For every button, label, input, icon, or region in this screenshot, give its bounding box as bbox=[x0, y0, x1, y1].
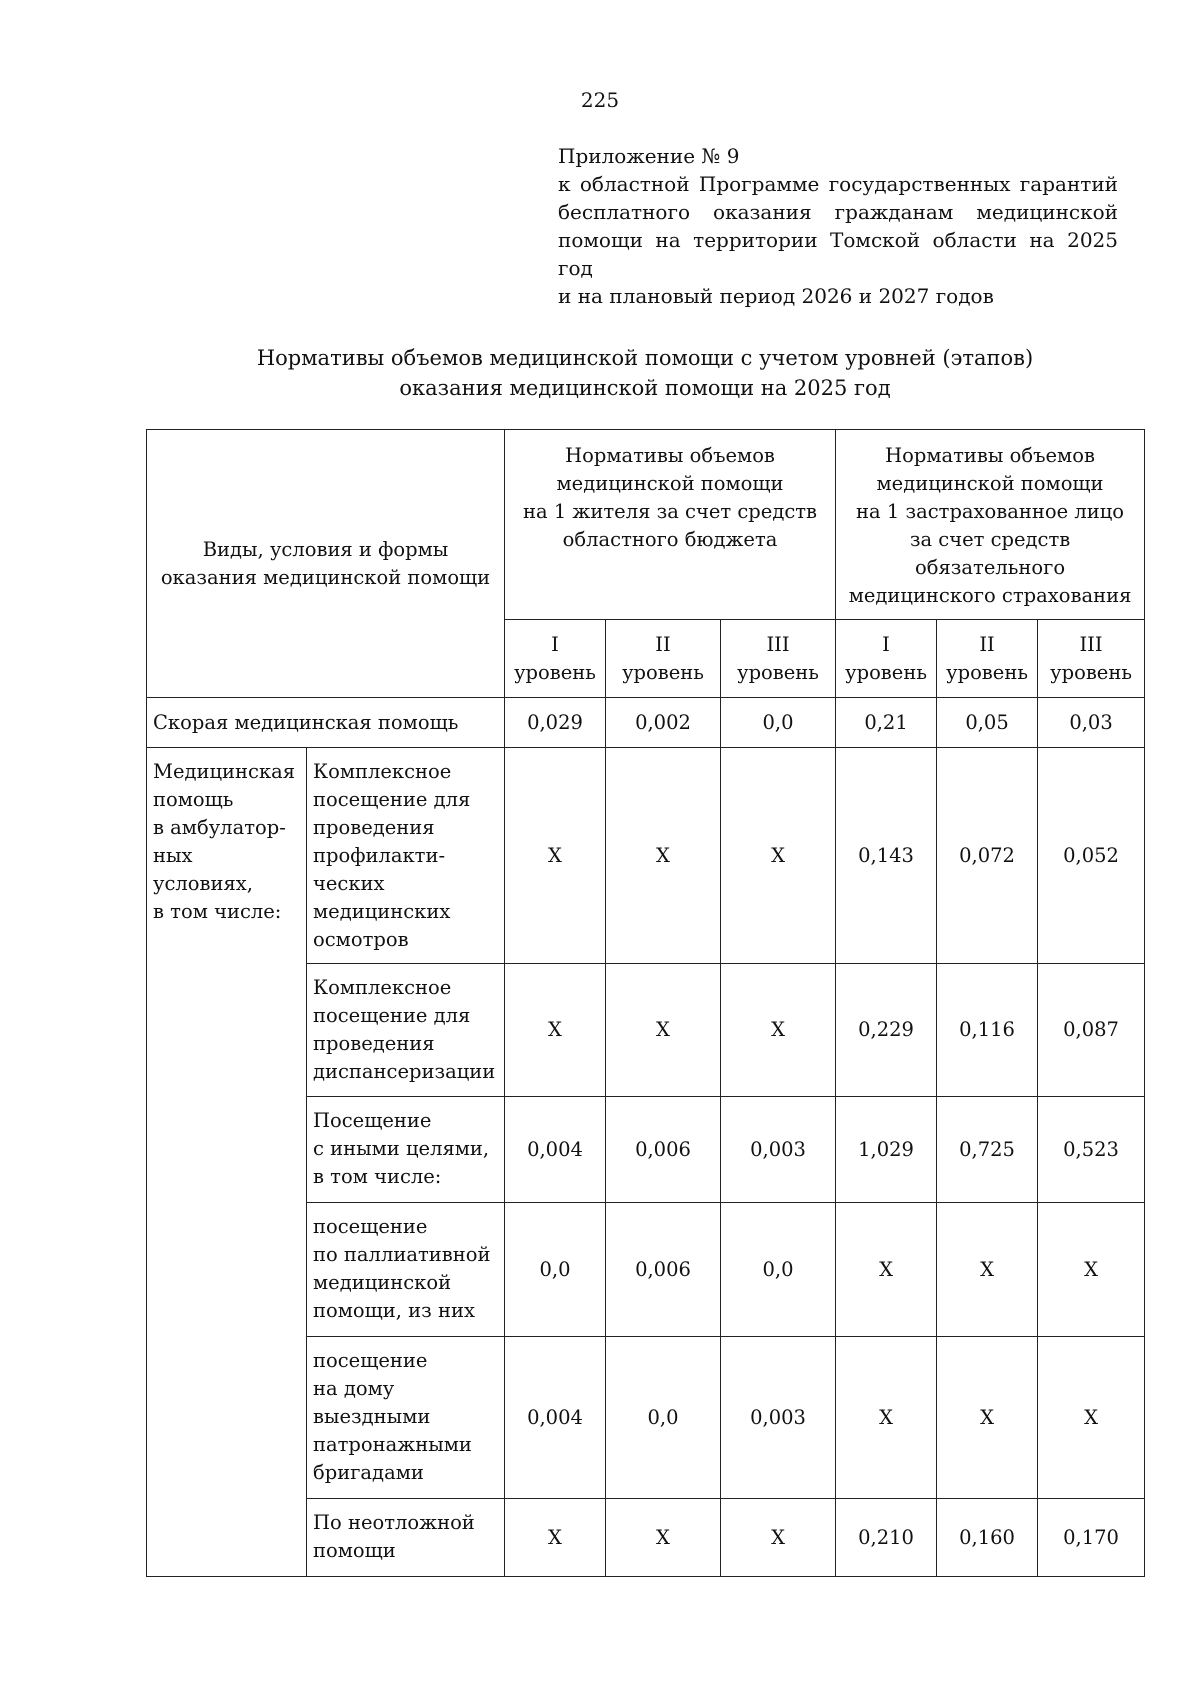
value-cell: 0,210 bbox=[836, 1499, 937, 1577]
label-text: медицинских bbox=[313, 900, 451, 923]
appendix-line: и на плановый период 2026 и 2027 годов bbox=[558, 284, 994, 308]
value-cell: X bbox=[836, 1337, 937, 1499]
label-text: посещение для bbox=[313, 1004, 471, 1027]
label-text: профилакти- bbox=[313, 844, 446, 867]
value-cell: 0,229 bbox=[836, 964, 937, 1097]
value-cell: 0,087 bbox=[1038, 964, 1145, 1097]
label-text: бригадами bbox=[313, 1461, 424, 1484]
row-label bbox=[307, 1203, 505, 1337]
label-text: Комплексное bbox=[313, 760, 452, 783]
level-header bbox=[505, 620, 606, 698]
value-cell: 0,0 bbox=[606, 1337, 721, 1499]
value-cell: 0,003 bbox=[721, 1097, 836, 1203]
level-header bbox=[606, 620, 721, 698]
value-cell: X bbox=[505, 748, 606, 964]
group-text: условиях, bbox=[153, 872, 253, 895]
value-cell: 0,05 bbox=[937, 698, 1038, 748]
header-text: медицинской помощи bbox=[876, 472, 1104, 495]
level-numeral: I bbox=[551, 632, 559, 656]
group-text: помощь bbox=[153, 788, 234, 811]
level-header bbox=[836, 620, 937, 698]
label-text: диспансеризации bbox=[313, 1060, 496, 1083]
label-text: на дому bbox=[313, 1377, 395, 1400]
value-cell: 0,006 bbox=[606, 1097, 721, 1203]
value-cell: X bbox=[721, 1499, 836, 1577]
level-word: уровень bbox=[622, 660, 704, 684]
table-row bbox=[147, 698, 1145, 748]
level-numeral: III bbox=[766, 632, 790, 656]
label-text: по паллиативной bbox=[313, 1243, 491, 1266]
title-line: оказания медицинской помощи на 2025 год bbox=[399, 376, 891, 400]
value-cell: 0,006 bbox=[606, 1203, 721, 1337]
header-row bbox=[147, 430, 1145, 620]
header-text: областного бюджета bbox=[562, 528, 778, 551]
header-text: Нормативы объемов bbox=[565, 444, 775, 467]
value-cell: 0,116 bbox=[937, 964, 1038, 1097]
value-cell: 0,004 bbox=[505, 1097, 606, 1203]
header-kinds-cell bbox=[147, 430, 505, 698]
group-text: Медицинская bbox=[153, 760, 296, 783]
value-cell: 0,143 bbox=[836, 748, 937, 964]
ambulatory-group-label bbox=[147, 748, 307, 1577]
value-cell: 1,029 bbox=[836, 1097, 937, 1203]
document-title bbox=[0, 343, 1200, 403]
row-label bbox=[307, 964, 505, 1097]
value-cell: X bbox=[721, 964, 836, 1097]
header-text: на 1 жителя за счет средств bbox=[523, 500, 818, 523]
value-cell: 0,052 bbox=[1038, 748, 1145, 964]
value-cell: 0,0 bbox=[505, 1203, 606, 1337]
label-text: Посещение bbox=[313, 1109, 432, 1132]
value-cell: X bbox=[606, 1499, 721, 1577]
appendix-line: бесплатного оказания гражданам медицинской bbox=[558, 200, 1118, 224]
value-cell: 0,170 bbox=[1038, 1499, 1145, 1577]
value-cell: 0,0 bbox=[721, 698, 836, 748]
header-text: на 1 застрахованное лицо bbox=[856, 500, 1125, 523]
header-text: Нормативы объемов bbox=[885, 444, 1095, 467]
label-text: медицинской bbox=[313, 1271, 452, 1294]
group-text: ных bbox=[153, 844, 193, 867]
value-cell: 0,0 bbox=[721, 1203, 836, 1337]
value-cell: X bbox=[1038, 1337, 1145, 1499]
value-cell: X bbox=[606, 748, 721, 964]
level-numeral: III bbox=[1079, 632, 1103, 656]
level-header bbox=[937, 620, 1038, 698]
header-regional-budget bbox=[505, 430, 836, 620]
value-cell: 0,160 bbox=[937, 1499, 1038, 1577]
row-label bbox=[307, 748, 505, 964]
row-label bbox=[307, 1337, 505, 1499]
label-text: выездными bbox=[313, 1405, 431, 1428]
value-cell: X bbox=[937, 1337, 1038, 1499]
value-cell: 0,725 bbox=[937, 1097, 1038, 1203]
value-cell: 0,029 bbox=[505, 698, 606, 748]
label-text: осмотров bbox=[313, 928, 409, 951]
label-text: проведения bbox=[313, 1032, 435, 1055]
level-word: уровень bbox=[737, 660, 819, 684]
value-cell: X bbox=[1038, 1203, 1145, 1337]
table-row bbox=[147, 748, 1145, 964]
label-text: помощи, из них bbox=[313, 1299, 475, 1322]
row-label bbox=[307, 1097, 505, 1203]
label-text: патронажными bbox=[313, 1433, 472, 1456]
header-text: оказания медицинской помощи bbox=[160, 565, 491, 589]
value-cell: 0,002 bbox=[606, 698, 721, 748]
appendix-line: к областной Программе государственных гарантий bbox=[558, 172, 1118, 196]
level-word: уровень bbox=[514, 660, 596, 684]
label-text: помощи bbox=[313, 1539, 396, 1562]
value-cell: X bbox=[836, 1203, 937, 1337]
label-text: ческих bbox=[313, 872, 385, 895]
level-numeral: I bbox=[882, 632, 890, 656]
value-cell: 0,003 bbox=[721, 1337, 836, 1499]
appendix-note bbox=[558, 142, 1118, 310]
level-word: уровень bbox=[946, 660, 1028, 684]
header-text: за счет средств bbox=[909, 528, 1071, 551]
level-header bbox=[1038, 620, 1145, 698]
value-cell: 0,072 bbox=[937, 748, 1038, 964]
title-line: Нормативы объемов медицинской помощи с учетом уровней (этапов) bbox=[256, 346, 1034, 370]
group-text: в амбулатор- bbox=[153, 816, 286, 839]
value-cell: X bbox=[937, 1203, 1038, 1337]
row-label bbox=[307, 1499, 505, 1577]
label-text: посещение для bbox=[313, 788, 471, 811]
value-cell: 0,523 bbox=[1038, 1097, 1145, 1203]
level-word: уровень bbox=[845, 660, 927, 684]
norms-table bbox=[146, 429, 1145, 1577]
value-cell: X bbox=[505, 1499, 606, 1577]
value-cell: 0,004 bbox=[505, 1337, 606, 1499]
value-cell: X bbox=[721, 748, 836, 964]
header-text: обязательного bbox=[915, 556, 1066, 579]
value-cell: X bbox=[606, 964, 721, 1097]
group-text: в том числе: bbox=[153, 900, 282, 923]
value-cell: 0,21 bbox=[836, 698, 937, 748]
label-text: посещение bbox=[313, 1215, 428, 1238]
level-numeral: II bbox=[979, 632, 995, 656]
header-text: медицинской помощи bbox=[556, 472, 784, 495]
label-text: посещение bbox=[313, 1349, 428, 1372]
level-word: уровень bbox=[1050, 660, 1132, 684]
value-cell: 0,03 bbox=[1038, 698, 1145, 748]
value-cell: X bbox=[505, 964, 606, 1097]
appendix-line: Приложение № 9 bbox=[558, 144, 740, 168]
header-text: медицинского страхования bbox=[848, 584, 1132, 607]
level-header bbox=[721, 620, 836, 698]
header-oms bbox=[836, 430, 1145, 620]
label-text: проведения bbox=[313, 816, 435, 839]
label-text: По неотложной bbox=[313, 1511, 475, 1534]
appendix-line: помощи на территории Томской области на 2025 год bbox=[558, 228, 1118, 280]
level-numeral: II bbox=[655, 632, 671, 656]
label-text: Комплексное bbox=[313, 976, 452, 999]
label-text: с иными целями, bbox=[313, 1137, 490, 1160]
label-text: в том числе: bbox=[313, 1165, 442, 1188]
row-label: Скорая медицинская помощь bbox=[147, 698, 505, 748]
page-number: 225 bbox=[580, 88, 620, 112]
header-text: Виды, условия и формы bbox=[202, 537, 449, 561]
